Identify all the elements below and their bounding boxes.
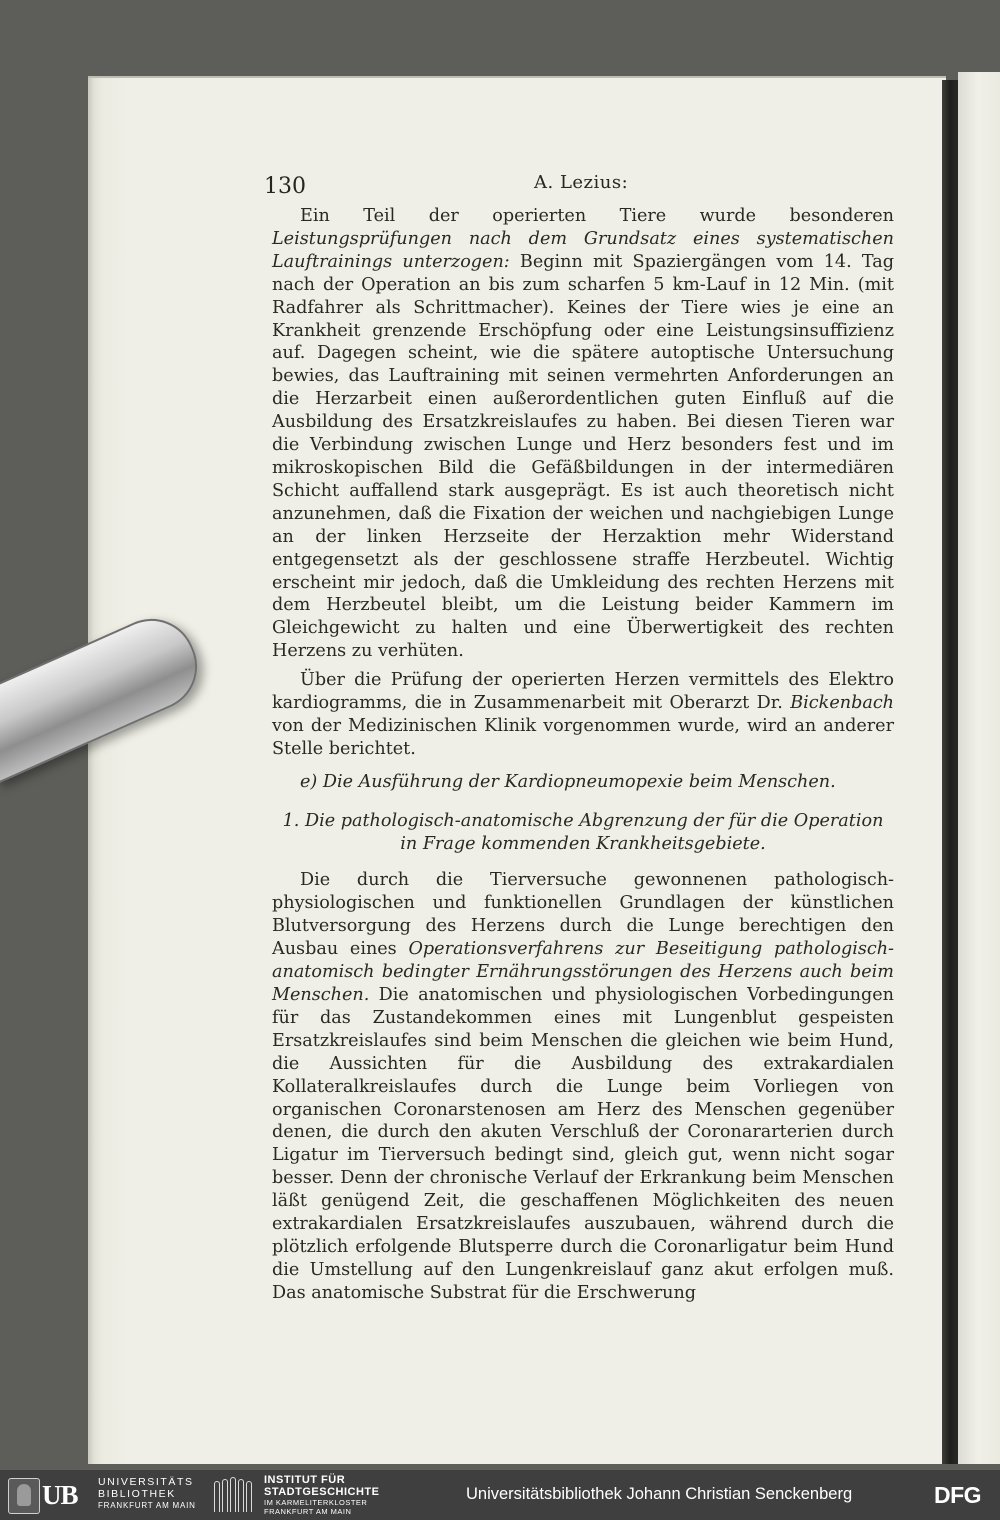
library-name: Universitätsbibliothek Johann Christian Senckenberg bbox=[466, 1485, 853, 1503]
isg-line-2: STADTGESCHICHTE bbox=[264, 1485, 380, 1498]
ub-line-2: BIBLIOTHEK bbox=[98, 1488, 176, 1500]
facing-page-edge bbox=[958, 72, 1000, 1464]
page-number: 130 bbox=[264, 174, 306, 199]
section-subheading: e) Die Ausführung der Kardiopneumopexie beim Menschen. bbox=[300, 771, 836, 792]
arches-icon bbox=[214, 1478, 254, 1512]
italic-run: Bickenbach bbox=[790, 693, 894, 714]
isg-line-4: FRANKFURT AM MAIN bbox=[264, 1507, 352, 1516]
isg-name bbox=[264, 1475, 379, 1516]
text-run: Ein Teil der operierten Tiere wurde besonderen bbox=[300, 206, 894, 226]
text-run: Die anatomischen und physiologischen Vorbedingungen für das Zustandekommen eines mit Lungenblut gespeisten Ersatzkreislaufes sind beim Menschen die gleichen wie beim Hund, die Aussichten für die Ausbildung des extrakardialen Kollateralkreislaufes durch die Lunge beim Vorliegen von organischen Coronarstenosen am Herz des Menschen gegenüber denen, die durch den akuten Verschluß der Coronararterien durch Ligatur im Tierversuch bedingt sind, gleich gut, wenn nicht sogar besser. Denn der chronische Verlauf der Erkrankung beim Menschen läßt genügend Zeit, die geschaffenen Möglichkeiten des neuen extrakardialen Ersatzkreislaufes auszubauen, während durch die plötzlich erfolgende Blutsperre durch die Coronarligatur beim Hund die Umstellung auf den Lungenkreislauf ganz akut erfolgen muß. Das anatomische Substrat für die Erschwerung bbox=[272, 985, 894, 1303]
paragraph-1 bbox=[272, 205, 894, 663]
seal-icon bbox=[8, 1478, 40, 1514]
paragraph-3 bbox=[272, 869, 894, 1304]
ub-line-1: UNIVERSITÄTS bbox=[98, 1476, 194, 1488]
italic-run: Operationsverfahrens zur Beseitigung pathologisch-anatomisch bedingter Ernährungsstörungen des Herzens auch beim Menschen. bbox=[272, 939, 894, 1005]
ub-mark: UB bbox=[42, 1480, 78, 1510]
italic-run: Leistungsprüfungen nach dem Grundsatz eines systematischen Lauftrainings unterzogen: bbox=[272, 228, 894, 272]
text-run: von der Medizinischen Klinik vorgenommen wurde, wird an anderer Stelle berichtet. bbox=[272, 715, 894, 759]
paragraph-2 bbox=[272, 669, 894, 761]
page-body bbox=[272, 205, 894, 1311]
text-run: Beginn mit Spaziergängen vom 14. Tag nach der Operation an bis zum scharfen 5 km-Lauf in 12 Min. (mit Radfahrer als Schrittmacher). Keines der Tiere wies je eine an Krankheit grenzende Erschöpfung oder eine Leistungsinsuffizienz auf. Dagegen scheint, wie die spätere autoptische Untersuchung bewies, das Lauftraining mit seinen vermehrten Anforderungen an die Herzarbeit einen außerordentlichen guten Einfluß auf die Ausbildung des Ersatzkreislaufes zu haben. Bei diesen Tieren war die Verbindung zwischen Lunge und Herz besonders fest und im mikroskopischen Bild die Gefäßbildungen in der intermediären Schicht auffallend stark ausgeprägt. Es ist auch theoretisch nicht anzunehmen, daß die Fixation der weichen und nachgiebigen Lunge an der linken Herzseite der Herzaktion mehr Widerstand entgegensetzt als der geschlossene straffe Herzbeutel. Wichtig erscheint mir jedoch, daß die Umkleidung des rechten Herzens mit dem Herzbeutel bleibt, um die Leistung beider Kammern im Gleichgewicht zu halten und eine Überwertigkeit des rechten Herzens zu verhüten. bbox=[272, 251, 894, 662]
ub-name bbox=[98, 1476, 196, 1512]
isg-line-1: INSTITUT FÜR bbox=[264, 1474, 346, 1486]
running-head: A. Lezius: bbox=[534, 172, 629, 193]
ub-logo bbox=[8, 1478, 94, 1512]
dfg-logo: DFG bbox=[934, 1482, 982, 1508]
isg-line-3: IM KARMELITERKLOSTER bbox=[264, 1498, 368, 1507]
page-header bbox=[264, 172, 894, 202]
section-heading: 1. Die pathologisch-anatomische Abgrenzung der für die Operation in Frage kommenden Krankheitsgebiete. bbox=[282, 810, 884, 854]
footer-bar bbox=[0, 1470, 1000, 1520]
text-run: Über die Prüfung der operierten Herzen vermittels des Elektro kardiogramms, die in Zusammenarbeit mit Oberarzt Dr. bbox=[272, 670, 894, 714]
ub-line-3: FRANKFURT AM MAIN bbox=[98, 1501, 196, 1510]
text-run: Die durch die Tierversuche gewonnenen pathologisch-physiologischen und funktionellen Grundlagen der künstlichen Blutversorgung des Herzens durch die Lunge berechtigen den Ausbau eines bbox=[272, 870, 894, 960]
